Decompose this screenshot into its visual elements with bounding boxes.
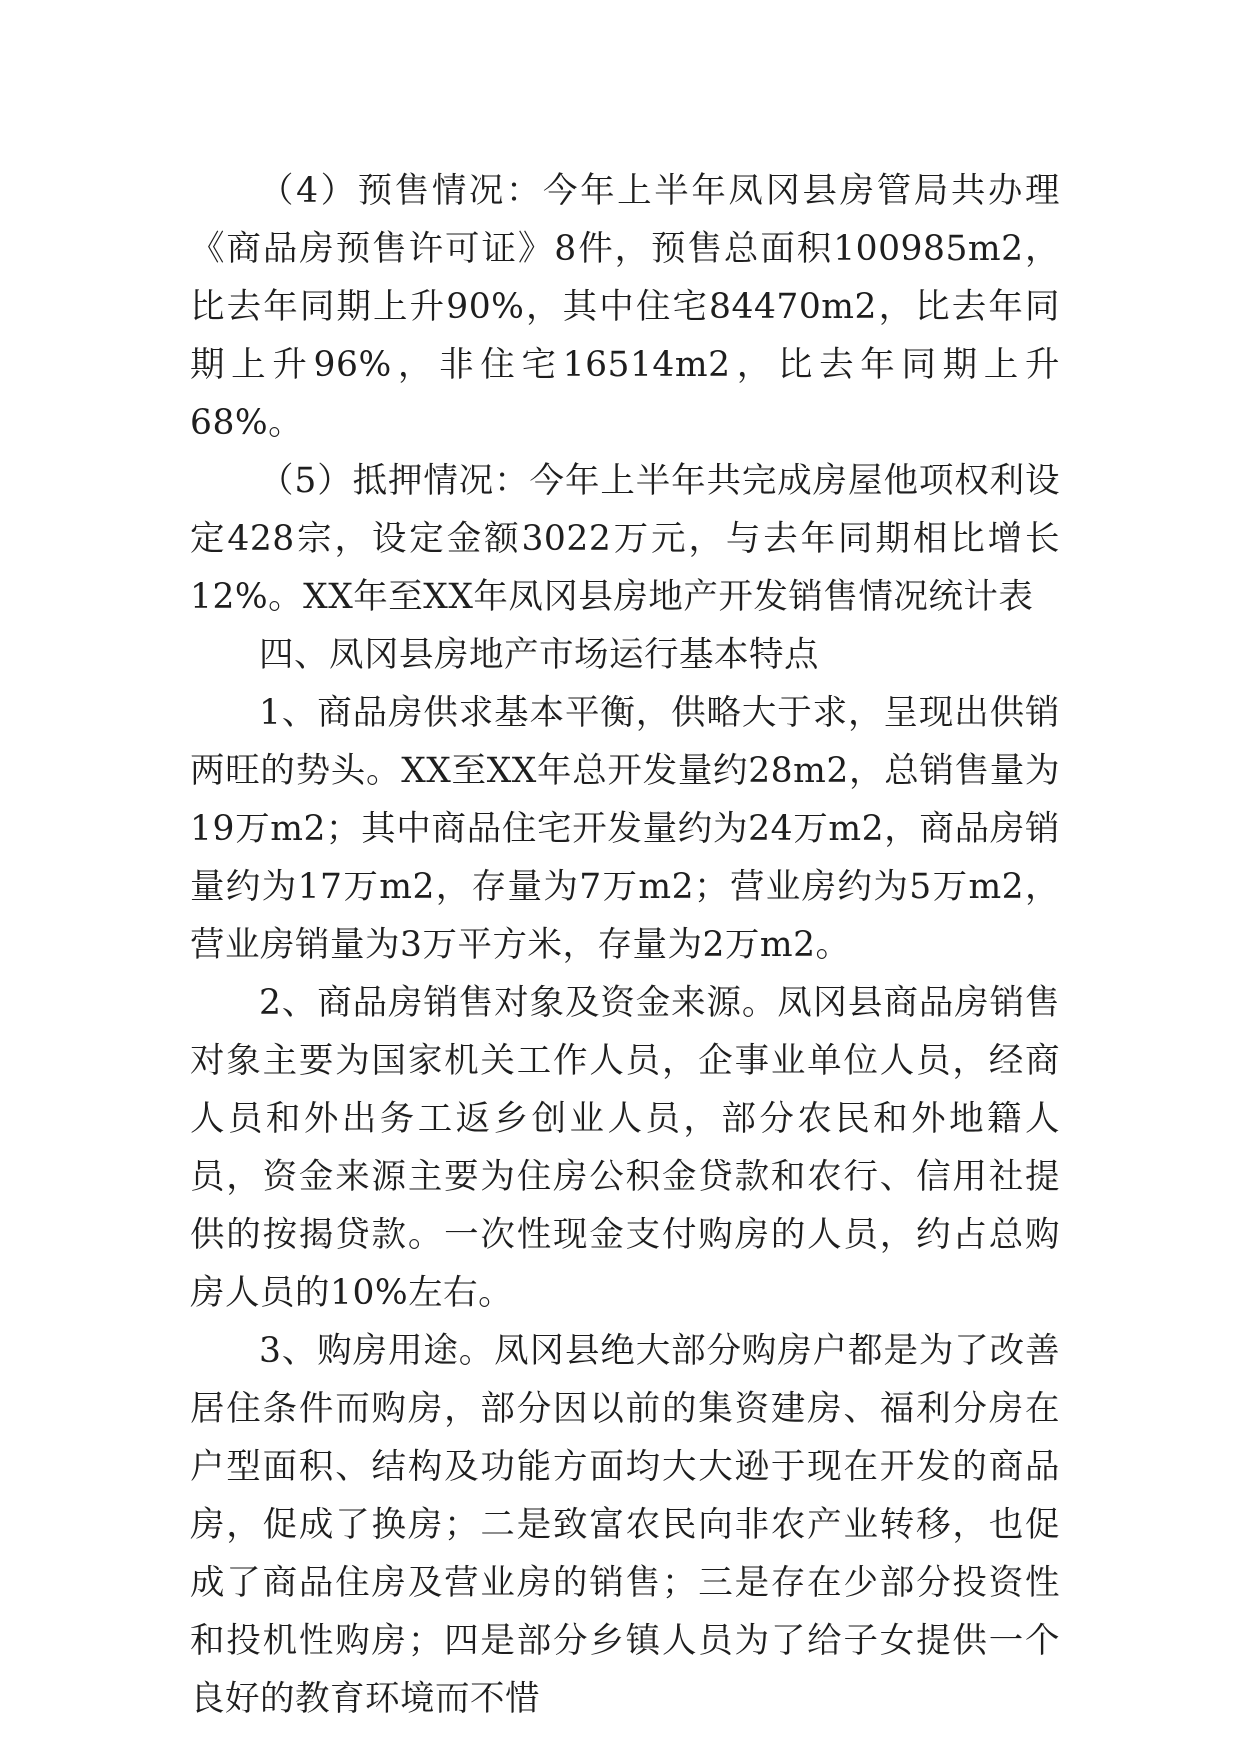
paragraph-buyers-funding: 2、商品房销售对象及资金来源。凤冈县商品房销售对象主要为国家机关工作人员，企事业单位人员，经商人员和外出务工返乡创业人员，部分农民和外地籍人员，资金来源主要为住房公积金贷款和农行、信用社提供的按揭贷款。一次性现金支付购房的人员，约占总购房人员的10%左右。 (190, 983, 1060, 1313)
section-heading: 四、凤冈县房地产市场运行基本特点 (259, 635, 819, 675)
paragraph-mortgage: （5）抵押情况：今年上半年共完成房屋他项权利设定428宗，设定金额3022万元，与去年同期相比增长12%。XX年至XX年凤冈县房地产开发销售情况统计表 (190, 461, 1060, 617)
paragraph-presale: （4）预售情况：今年上半年凤冈县房管局共办理《商品房预售许可证》8件，预售总面积100985m2，比去年同期上升90%，其中住宅84470m2，比去年同期上升96%，非住宅16514m2，比去年同期上升68%。 (190, 171, 1060, 443)
document-body (190, 162, 1060, 1728)
paragraph-purchase-purpose: 3、购房用途。凤冈县绝大部分购房户都是为了改善居住条件而购房，部分因以前的集资建房、福利分房在户型面积、结构及功能方面均大大逊于现在开发的商品房，促成了换房；二是致富农民向非农产业转移，也促成了商品住房及营业房的销售；三是存在少部分投资性和投机性购房；四是部分乡镇人员为了给子女提供一个良好的教育环境而不惜 (190, 1331, 1060, 1719)
paragraph-supply-demand: 1、商品房供求基本平衡，供略大于求，呈现出供销两旺的势头。XX至XX年总开发量约28m2，总销售量为19万m2；其中商品住宅开发量约为24万m2，商品房销量约为17万m2，存量为7万m2；营业房约为5万m2，营业房销量为3万平方米，存量为2万m2。 (190, 693, 1060, 965)
